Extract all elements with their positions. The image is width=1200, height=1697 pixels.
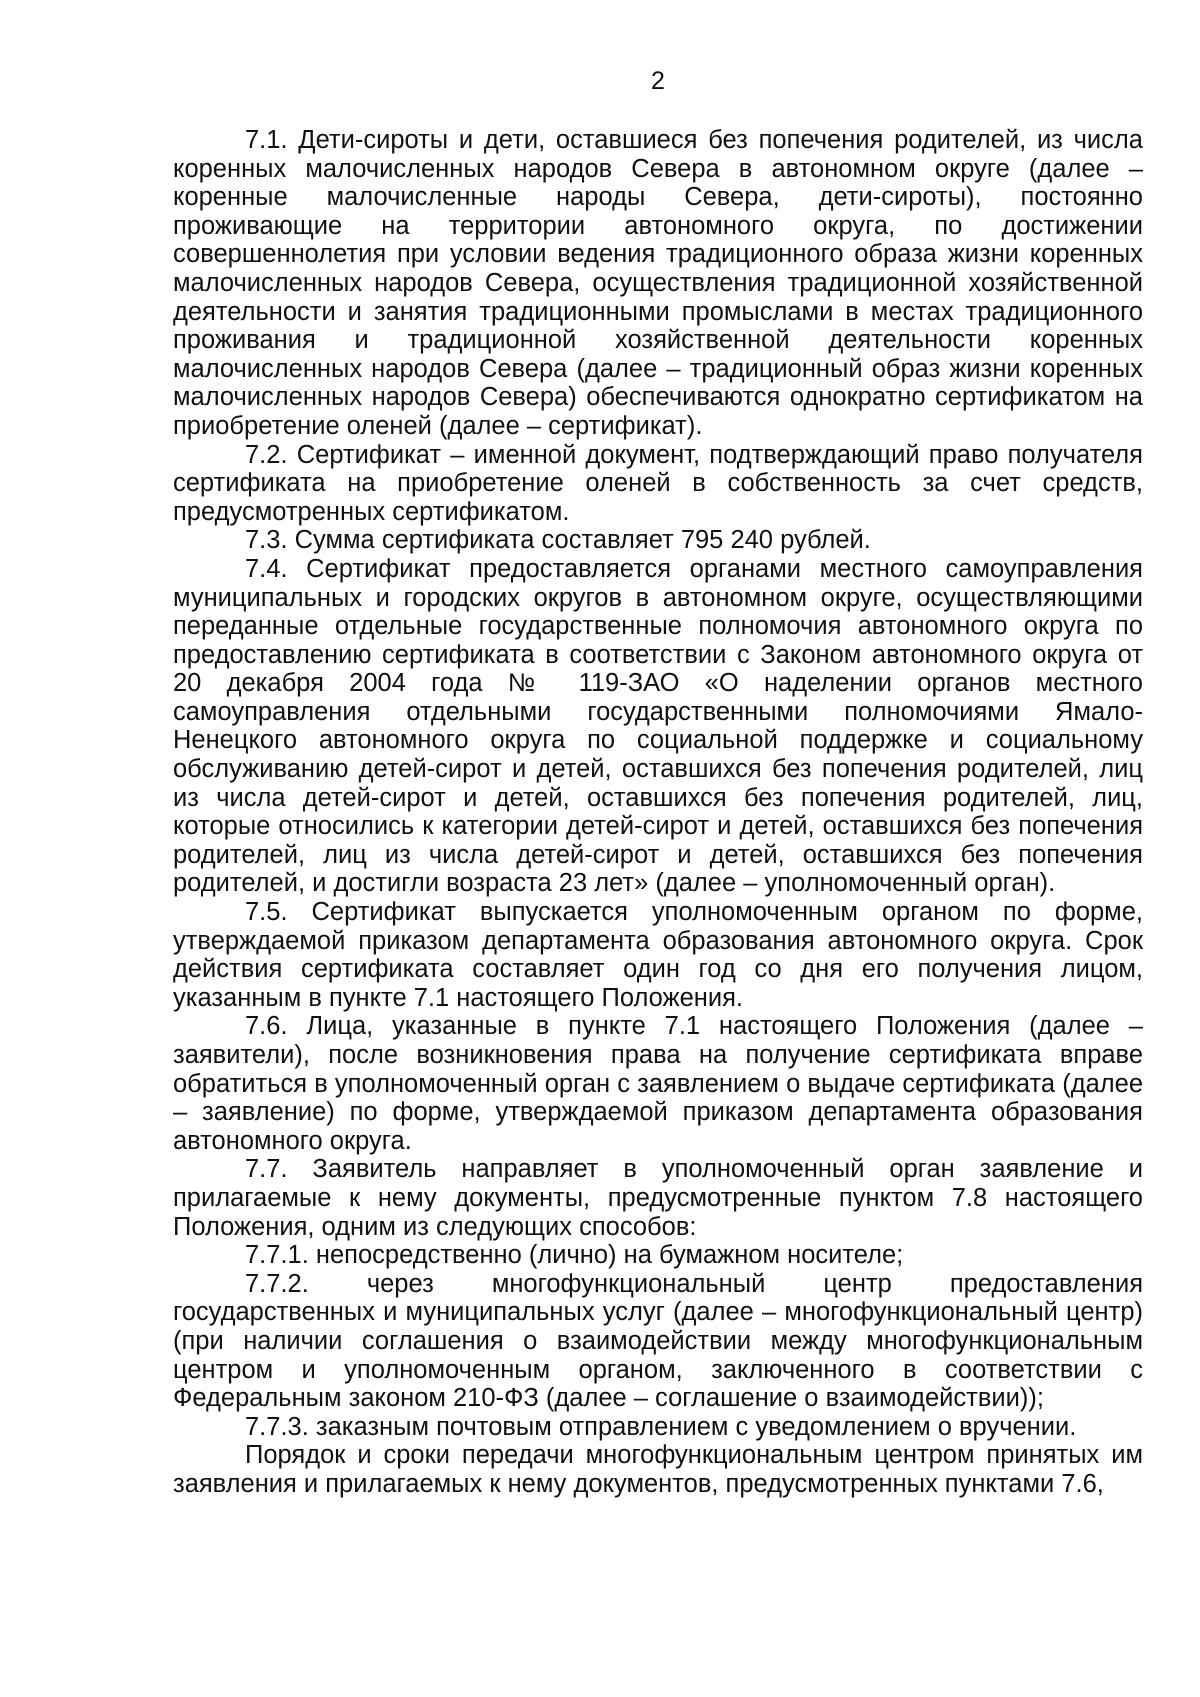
paragraph-7-7-1: 7.7.1. непосредственно (лично) на бумажном носителе; <box>245 1241 904 1270</box>
paragraph-procedure: Порядок и сроки передачи многофункциональным центром принятых им заявления и прилагаемых к нему документов, предусмотренных пунктами 7.6, <box>173 1441 1143 1498</box>
paragraph-7-4: 7.4. Сертификат предоставляется органами местного самоуправления муниципальных и городских округов в автономном округе, осуществляющими переданные отдельные государственные полномочия автономного округа по предоставлению сертификата в соответствии с Законом автономного округа от 20 декабря 2004 года № 119-ЗАО «О наделении органов местного самоуправления отдельными государственными полномочиями Ямало-Ненецкого автономного округа по социальной поддержке и социальному обслуживанию детей-сирот и детей, оставшихся без попечения родителей, лиц из числа детей-сирот и детей, оставшихся без попечения родителей, лиц, которые относились к категории детей-сирот и детей, оставшихся без попечения родителей, лиц из числа детей-сирот и детей, оставшихся без попечения родителей, и достигли возраста 23 лет» (далее – уполномоченный орган). <box>173 554 1143 898</box>
paragraph-7-7: 7.7. Заявитель направляет в уполномоченный орган заявление и прилагаемые к нему документы, предусмотренные пунктом 7.8 настоящего Положения, одним из следующих способов: <box>173 1155 1143 1241</box>
paragraph-7-2: 7.2. Сертификат – именной документ, подтверждающий право получателя сертификата на приобретение оленей в собственность за счет средств, предусмотренных сертификатом. <box>173 440 1143 526</box>
paragraph-7-6: 7.6. Лица, указанные в пункте 7.1 настоящего Положения (далее – заявители), после возникновения права на получение сертификата вправе обратиться в уполномоченный орган с заявлением о выдаче сертификата (далее – заявление) по форме, утверждаемой приказом департамента образования автономного округа. <box>173 1012 1143 1155</box>
document-body <box>173 126 1143 1499</box>
paragraph-7-1: 7.1. Дети-сироты и дети, оставшиеся без попечения родителей, из числа коренных малочисленных народов Севера в автономном округе (далее – коренные малочисленные народы Севера, дети-сироты), постоянно проживающие на территории автономного округа, по достижении совершеннолетия при условии ведения традиционного образа жизни коренных малочисленных народов Севера, осуществления традиционной хозяйственной деятельности и занятия традиционными промыслами в местах традиционного проживания и традиционной хозяйственной деятельности коренных малочисленных народов Севера (далее – традиционный образ жизни коренных малочисленных народов Севера) обеспечиваются однократно сертификатом на приобретение оленей (далее – сертификат). <box>173 126 1143 440</box>
paragraph-7-5: 7.5. Сертификат выпускается уполномоченным органом по форме, утверждаемой приказом департамента образования автономного округа. Срок действия сертификата составляет один год со дня его получения лицом, указанным в пункте 7.1 настоящего Положения. <box>173 898 1143 1012</box>
paragraph-7-3: 7.3. Сумма сертификата составляет 795 240 рублей. <box>245 526 871 555</box>
paragraph-7-7-3: 7.7.3. заказным почтовым отправлением с уведомлением о вручении. <box>245 1412 1077 1441</box>
paragraph-7-7-2: 7.7.2. через многофункциональный центр предоставления государственных и муниципальных услуг (далее – многофункциональный центр) (при наличии соглашения о взаимодействии между многофункциональным центром и уполномоченным органом, заключенного в соответствии с Федеральным законом 210-ФЗ (далее – соглашение о взаимодействии)); <box>173 1269 1143 1413</box>
page-number: 2 <box>651 67 665 95</box>
